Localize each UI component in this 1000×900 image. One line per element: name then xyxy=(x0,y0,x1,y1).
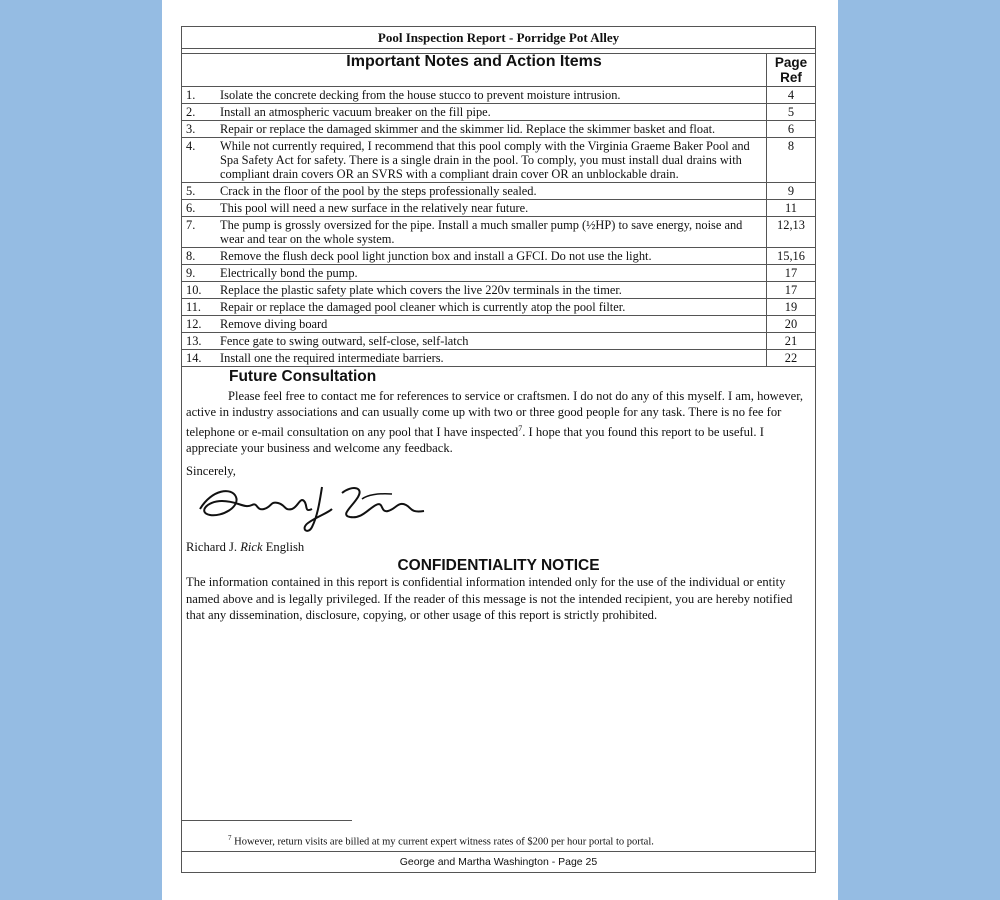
item-page-ref: 15,16 xyxy=(767,248,816,265)
action-items-table xyxy=(182,54,815,367)
item-number: 3. xyxy=(182,121,216,138)
page-ref-column-header xyxy=(767,54,816,87)
item-number: 5. xyxy=(182,183,216,200)
footnote-reference: 7 xyxy=(518,423,523,433)
item-text: Replace the plastic safety plate which covers the live 220v terminals in the timer. xyxy=(216,282,767,299)
table-row xyxy=(182,299,815,316)
table-row xyxy=(182,121,815,138)
item-text: Repair or replace the damaged skimmer and the skimmer lid. Replace the skimmer basket and float. xyxy=(216,121,767,138)
closing-salutation: Sincerely, xyxy=(186,463,236,478)
notes-column-header: Important Notes and Action Items xyxy=(182,54,767,87)
item-text: Install one the required intermediate barriers. xyxy=(216,350,767,367)
table-row xyxy=(182,248,815,265)
table-row xyxy=(182,183,815,200)
footnote-separator xyxy=(182,820,352,821)
item-number: 9. xyxy=(182,265,216,282)
item-number: 4. xyxy=(182,138,216,183)
signer-nickname: Rick xyxy=(240,540,263,555)
action-items-body xyxy=(182,87,815,367)
item-text: Install an atmospheric vacuum breaker on the fill pipe. xyxy=(216,104,767,121)
table-row xyxy=(182,316,815,333)
item-number: 14. xyxy=(182,350,216,367)
item-text: Crack in the floor of the pool by the steps professionally sealed. xyxy=(216,183,767,200)
table-row xyxy=(182,282,815,299)
report-title: Pool Inspection Report - Porridge Pot Alley xyxy=(182,27,815,49)
item-number: 2. xyxy=(182,104,216,121)
item-page-ref: 6 xyxy=(767,121,816,138)
item-text: Electrically bond the pump. xyxy=(216,265,767,282)
item-text: This pool will need a new surface in the relatively near future. xyxy=(216,200,767,217)
item-page-ref: 5 xyxy=(767,104,816,121)
item-number: 13. xyxy=(182,333,216,350)
item-text: The pump is grossly oversized for the pipe. Install a much smaller pump (½HP) to save energy, noise and wear and tear on the whole system. xyxy=(216,217,767,248)
page-ref-header-line1: Page xyxy=(774,55,808,70)
signer-first-name: Richard J. xyxy=(186,540,241,555)
item-number: 12. xyxy=(182,316,216,333)
item-text: Isolate the concrete decking from the house stucco to prevent moisture intrusion. xyxy=(216,87,767,104)
future-consultation-heading: Future Consultation xyxy=(229,368,377,385)
consultation-text-start: Please feel free to contact me for references to service or craftsmen. I do not do any of this myself. I am, however, active in industry associations and can usually come up with two or three good people for any task. There is no fee for telephone or e-mail consultation on any pool that I have inspected xyxy=(186,388,804,439)
signer-last-name: English xyxy=(262,540,305,555)
document-page xyxy=(162,0,838,900)
item-page-ref: 22 xyxy=(767,350,816,367)
footnote-text: However, return visits are billed at my current expert witness rates of $200 per hour portal to portal. xyxy=(231,836,654,848)
table-row xyxy=(182,217,815,248)
item-number: 8. xyxy=(182,248,216,265)
item-text: Remove diving board xyxy=(216,316,767,333)
table-row xyxy=(182,200,815,217)
item-page-ref: 8 xyxy=(767,138,816,183)
item-number: 6. xyxy=(182,200,216,217)
item-page-ref: 20 xyxy=(767,316,816,333)
confidentiality-heading: CONFIDENTIALITY NOTICE xyxy=(397,556,600,574)
item-page-ref: 17 xyxy=(767,265,816,282)
signer-name xyxy=(186,539,811,556)
table-row xyxy=(182,138,815,183)
page-ref-header-line2: Ref xyxy=(780,70,802,85)
item-text: Repair or replace the damaged pool cleaner which is currently atop the pool filter. xyxy=(216,299,767,316)
item-page-ref: 21 xyxy=(767,333,816,350)
item-number: 1. xyxy=(182,87,216,104)
item-text: While not currently required, I recommend that this pool comply with the Virginia Graeme Baker Pool and Spa Safety Act for safety. There is a single drain in the pool. To comply, you must install dual drains with compliant drain covers OR an SVRS with a compliant drain cover OR an unblockable drain. xyxy=(216,138,767,183)
item-page-ref: 11 xyxy=(767,200,816,217)
footnote-mark: 7 xyxy=(228,834,232,842)
table-row xyxy=(182,104,815,121)
table-row xyxy=(182,87,815,104)
item-text: Remove the flush deck pool light junction box and install a GFCI. Do not use the light. xyxy=(216,248,767,265)
item-number: 7. xyxy=(182,217,216,248)
item-page-ref: 17 xyxy=(767,282,816,299)
consultation-text-end: . I hope that you found this report to be useful. I appreciate your business and welcome any feedback. xyxy=(186,424,764,456)
table-row xyxy=(182,333,815,350)
page-footer: George and Martha Washington - Page 25 xyxy=(182,851,815,872)
table-row xyxy=(182,350,815,367)
future-consultation-section xyxy=(182,369,815,624)
table-row xyxy=(182,265,815,282)
item-number: 11. xyxy=(182,299,216,316)
item-page-ref: 9 xyxy=(767,183,816,200)
report-frame xyxy=(181,26,816,873)
item-page-ref: 4 xyxy=(767,87,816,104)
footnote xyxy=(228,834,654,848)
confidentiality-text: The information contained in this report is confidential information intended only for the use of the individual or entity named above and is legally privileged. If the reader of this message is not the intended recipient, you are hereby notified that any dissemination, disclosure, copying, or other usage of this report is strictly prohibited. xyxy=(186,575,793,623)
handwritten-signature xyxy=(186,479,811,537)
item-number: 10. xyxy=(182,282,216,299)
item-page-ref: 12,13 xyxy=(767,217,816,248)
item-page-ref: 19 xyxy=(767,299,816,316)
item-text: Fence gate to swing outward, self-close, self-latch xyxy=(216,333,767,350)
signature-image xyxy=(192,479,442,537)
consultation-paragraph xyxy=(186,388,811,457)
